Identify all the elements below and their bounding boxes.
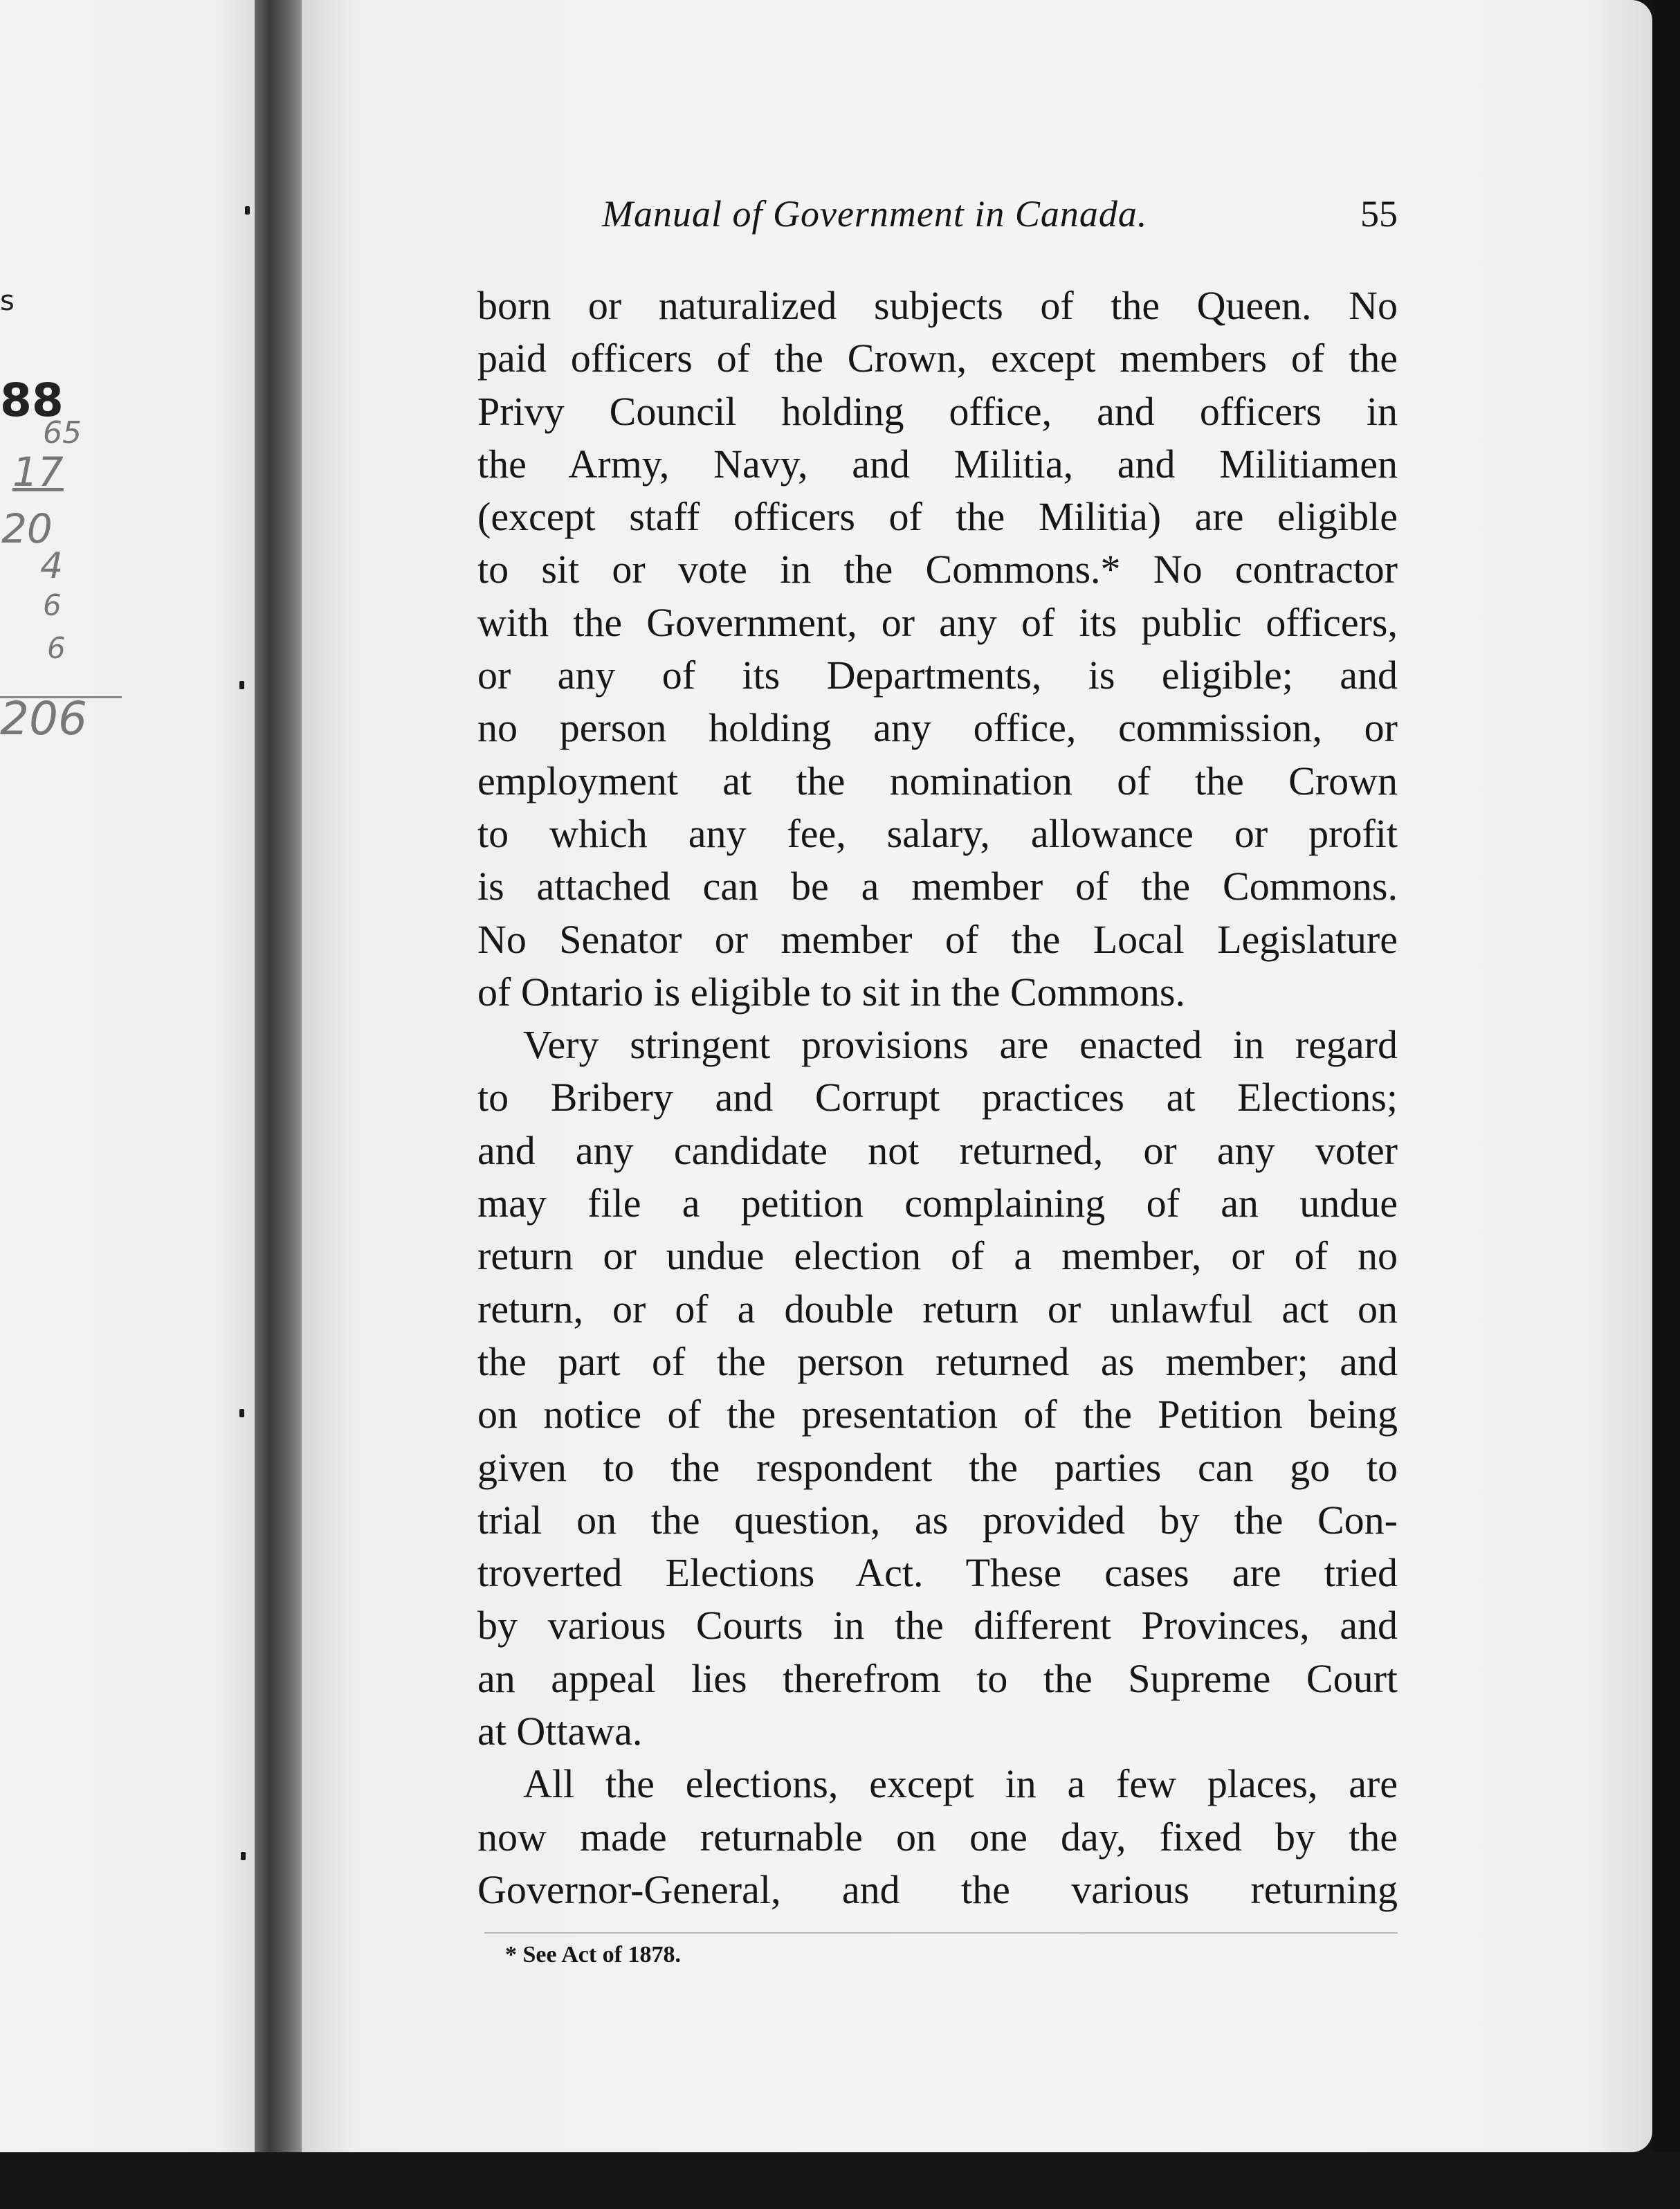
gutter-speck	[241, 1852, 246, 1860]
text-line: the Army, Navy, and Militia, and Militiamen	[477, 441, 1398, 487]
text-line: return or undue election of a member, or of no	[477, 1233, 1398, 1279]
text-line: may file a petition complaining of an undue	[477, 1181, 1398, 1226]
text-line: is attached can be a member of the Commons.	[477, 864, 1398, 909]
margin-note-206: 206	[0, 692, 87, 745]
gutter-speck	[239, 1409, 244, 1417]
text-line: an appeal lies therefrom to the Supreme Court	[477, 1655, 1398, 1701]
text-line: paid officers of the Crown, except members of the	[477, 336, 1398, 381]
text-line: to which any fee, salary, allowance or profit	[477, 810, 1398, 856]
margin-note-6b: 6	[47, 631, 66, 665]
text-line: troverted Elections Act. These cases are tried	[477, 1550, 1398, 1596]
margin-note-88: 88	[0, 374, 64, 427]
text-line: by various Courts in the different Provinces, and	[477, 1603, 1398, 1648]
margin-note-20: 20	[1, 505, 53, 552]
text-line: born or naturalized subjects of the Queen. No	[477, 283, 1398, 328]
text-line: Very stringent provisions are enacted in regard	[523, 1022, 1398, 1068]
text-line: on notice of the presentation of the Petition being	[477, 1392, 1398, 1437]
text-line: of Ontario is eligible to sit in the Commons.	[477, 969, 1185, 1015]
margin-letter: s	[0, 285, 15, 317]
text-line: or any of its Departments, is eligible; and	[477, 653, 1398, 698]
text-line: trial on the question, as provided by the Con-	[477, 1497, 1398, 1543]
margin-note-17: 17	[12, 448, 64, 496]
margin-note-65: 65	[43, 415, 82, 451]
footnote: * See Act of 1878.	[505, 1942, 682, 1967]
text-line: and any candidate not returned, or any voter	[477, 1127, 1398, 1173]
text-line: Privy Council holding office, and officers in	[477, 388, 1398, 434]
body-text	[477, 280, 1398, 1916]
text-line: the part of the person returned as member; and	[477, 1338, 1398, 1384]
margin-note-6a: 6	[43, 588, 62, 622]
text-line: no person holding any office, commission, or	[477, 705, 1398, 751]
text-line: No Senator or member of the Local Legislature	[477, 916, 1398, 962]
facing-page	[0, 0, 270, 2152]
text-line: return, or of a double return or unlawful act on	[477, 1286, 1398, 1331]
gutter-speck	[245, 206, 250, 215]
text-line: to Bribery and Corrupt practices at Elections;	[477, 1075, 1398, 1120]
text-line: given to the respondent the parties can go to	[477, 1444, 1398, 1490]
page-number: 55	[1360, 193, 1398, 235]
gutter-speck	[239, 681, 244, 689]
scan-edge-right	[1652, 0, 1680, 2209]
margin-note-4: 4	[40, 545, 64, 587]
book-binding	[255, 0, 306, 2152]
running-header	[602, 192, 1398, 241]
scan-edge-bottom	[0, 2152, 1680, 2209]
text-line: employment at the nomination of the Crown	[477, 758, 1398, 803]
text-line: at Ottawa.	[477, 1709, 643, 1754]
running-title: Manual of Government in Canada.	[602, 193, 1148, 235]
footnote-divider	[484, 1932, 1398, 1934]
text-line: Governor-General, and the various returning	[477, 1866, 1398, 1912]
text-line: to sit or vote in the Commons.* No contractor	[477, 547, 1398, 592]
text-line: (except staff officers of the Militia) are eligible	[477, 494, 1398, 540]
text-line: All the elections, except in a few places, are	[523, 1761, 1398, 1807]
text-line: with the Government, or any of its public officers,	[477, 599, 1398, 645]
text-line: now made returnable on one day, fixed by the	[477, 1814, 1398, 1860]
